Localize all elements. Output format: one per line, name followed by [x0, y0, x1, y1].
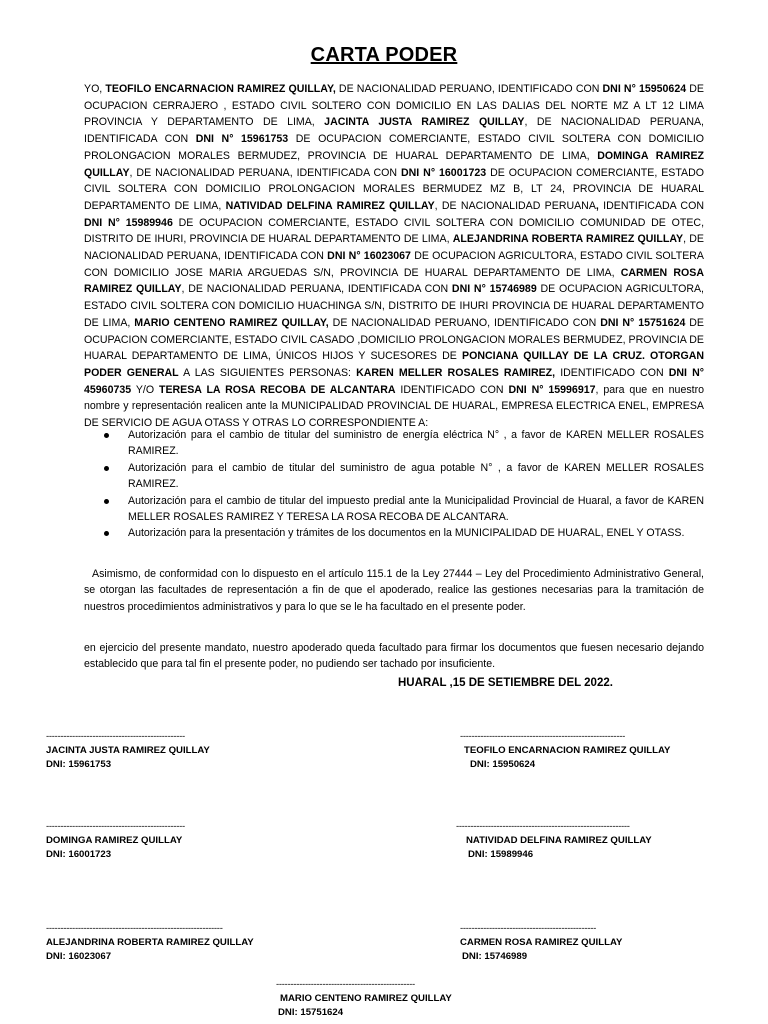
signer-name: JACINTA JUSTA RAMIREZ QUILLAY	[46, 745, 210, 756]
bold-text-segment: DNI N° 15746989	[451, 283, 537, 296]
signature-line: ---------------------------------------------------------	[460, 731, 626, 742]
bold-text-segment: DNI N° 15996917	[508, 383, 596, 396]
signer-name: DOMINGA RAMIREZ QUILLAY	[46, 835, 183, 846]
signer-dni: DNI: 15989946	[468, 849, 534, 860]
signature-block	[46, 820, 246, 862]
text-segment: , DE NACIONALIDAD PERUANA, IDENTIFICADA CON	[84, 116, 704, 146]
bullet-icon	[104, 466, 109, 471]
document-date: HUARAL ,15 DE SETIEMBRE DEL 2022.	[398, 677, 613, 689]
signature-block	[276, 978, 476, 1020]
text-segment: DE OCUPACION COMERCIANTE, ESTADO CIVIL SOLTERA CON DOMICILIO PROLONGACION MORALES BERMUDEZ, PROVINCIA DE HUARAL DEPARTAMENTO DE LIMA,	[84, 133, 705, 162]
grantors-paragraph	[84, 81, 704, 432]
mandate-paragraph: en ejercicio del presente mandato, nuestro apoderado queda facultado para firmar los documentos que fuesen necesario dejando establecido que para tal fin el presente poder, no pudiendo ser tachado por insuficiente.	[84, 642, 704, 671]
signer-name: TEOFILO ENCARNACION RAMIREZ QUILLAY	[464, 745, 671, 756]
bold-text-segment: KAREN MELLER ROSALES RAMIREZ,	[356, 366, 556, 379]
signer-dni: DNI: 15950624	[470, 759, 536, 770]
signer-dni: DNI: 15751624	[278, 1007, 344, 1018]
bold-text-segment: ALEJANDRINA ROBERTA RAMIREZ QUILLAY	[452, 233, 684, 246]
text-segment: DE NACIONALIDAD PERUANO, IDENTIFICADO CON	[328, 316, 601, 329]
main-paragraph	[84, 81, 704, 432]
text-segment: DE OCUPACION AGRICULTORA, ESTADO CIVIL SOLTERA CON DOMICILIO JOSE MARIA ARGUEDAS S/N, PROVINCIA DE HUARAL DEPARTAMENTO DE LIMA,	[84, 250, 704, 279]
authorization-item: Autorización para la presentación y trámites de los documentos en la MUNICIPALIDAD DE HUARAL, ENEL Y OTASS.	[100, 525, 704, 541]
signer-dni: DNI: 16023067	[46, 951, 112, 962]
bold-text-segment: CARMEN ROSA RAMIREZ QUILLAY	[84, 266, 704, 296]
signer-name: CARMEN ROSA RAMIREZ QUILLAY	[460, 937, 623, 948]
bullet-icon	[104, 433, 109, 438]
bold-text-segment: DNI N° 16001723	[401, 166, 487, 179]
text-segment: A LAS SIGUIENTES PERSONAS:	[178, 366, 357, 379]
text-segment: DE NACIONALIDAD PERUANO, IDENTIFICADO CON	[335, 83, 603, 95]
bold-text-segment: MARIO CENTENO RAMIREZ QUILLAY,	[134, 316, 329, 329]
authorization-item: Autorización para el cambio de titular del suministro de energía eléctrica N° , a favor de KAREN MELLER ROSALES RAMIREZ.	[100, 427, 704, 460]
text-segment: , DE NACIONALIDAD PERUANA	[434, 199, 596, 212]
text-segment: YO,	[84, 83, 106, 95]
bold-text-segment: ,	[595, 199, 599, 212]
text-segment: IDENTIFICADA CON	[598, 199, 704, 212]
bold-text-segment: NATIVIDAD DELFINA RAMIREZ QUILLAY	[225, 199, 435, 212]
bold-text-segment: DNI N° 15989946	[84, 216, 173, 229]
authorization-item: Autorización para el cambio de titular del impuesto predial ante la Municipalidad Provincial de Huaral, a favor de KAREN MELLER ROSALES RAMIREZ Y TERESA LA ROSA RECOBA DE ALCANTARA.	[100, 493, 704, 526]
signature-line: ------------------------------------------------------------	[456, 821, 630, 832]
text-segment: DE OCUPACION CERRAJERO , ESTADO CIVIL SOLTERO CON DOMICILIO EN LAS DALIAS DEL NORTE MZ A LT 12 LIMA PROVINCIA Y DEPARTAMENTO DE LIMA,	[84, 83, 704, 129]
signature-block	[460, 922, 660, 964]
text-segment: , para que en nuestro nombre y representación realicen ante la MUNICIPALIDAD PROVINCIAL DE HUARAL, EMPRESA ELECTRICA ENEL, EMPRESA DE SERVICIO DE AGUA OTASS Y OTRAS LO CORRESPONDIENTE A:	[84, 383, 704, 430]
signature-line: ------------------------------------------------	[276, 979, 415, 990]
bold-text-segment: DNI N° 45960735	[84, 366, 704, 396]
authorization-list	[100, 427, 704, 542]
legal-basis-paragraph: Asimismo, de conformidad con lo dispuesto en el artículo 115.1 de la Ley 27444 – Ley del Procedimiento Administrativo General, se otorgan las facultades de representación a fin de que el apoderado, realice las gestiones necesarias para la tramitación de nuestros procedimientos administrativos y para lo que se le ha facultado en el presente poder.	[84, 568, 704, 613]
text-segment: Y/O	[131, 383, 159, 396]
signer-name: NATIVIDAD DELFINA RAMIREZ QUILLAY	[466, 835, 652, 846]
signature-block	[46, 730, 246, 772]
text-segment: DE OCUPACION COMERCIANTE, ESTADO CIVIL SOLTERA CON DOMICILIO COMUNIDAD DE OTEC, DISTRITO DE IHURI, PROVINCIA DE HUARAL DEPARTAMENTO DE LIMA,	[84, 216, 705, 246]
bold-text-segment: DNI N° 16023067	[327, 250, 411, 263]
text-segment: DE OCUPACION COMERCIANTE, ESTADO CIVIL SOLTERA CON DOMICILIO PROLONGACION MORALES BERMUDEZ MZ B, LT 24, PROVINCIA DE HUARAL DEPARTAMENTO DE LIMA,	[84, 166, 705, 212]
signature-block	[460, 730, 690, 772]
bold-text-segment: DOMINGA RAMIREZ QUILLAY	[84, 149, 704, 179]
bullet-icon	[104, 531, 109, 536]
signature-line: ------------------------------------------------	[46, 731, 185, 742]
bold-text-segment: DNI N° 15751624	[600, 316, 686, 329]
signature-block	[456, 820, 696, 862]
text-segment: IDENTIFICADO CON	[395, 383, 509, 396]
authorization-item: Autorización para el cambio de titular del suministro de agua potable N° , a favor de KAREN MELLER ROSALES RAMIREZ.	[100, 460, 704, 493]
text-segment: DE OCUPACION COMERCIANTE, ESTADO CIVIL CASADO ,DOMICILIO PROLONGACION MORALES BERMUDEZ, PROVINCIA DE HUARAL DEPARTAMENTO DE LIMA, ÚNICOS HIJOS Y SUCESORES DE	[84, 316, 704, 363]
text-segment: , DE NACIONALIDAD PERUANA, IDENTIFICADA CON	[129, 166, 401, 179]
signature-line: -------------------------------------------------------------	[46, 923, 223, 934]
signer-dni: DNI: 16001723	[46, 849, 112, 860]
signature-block	[46, 922, 286, 964]
text-segment: , DE NACIONALIDAD PERUANA, IDENTIFICADA CON	[84, 233, 704, 263]
bold-text-segment: TEOFILO ENCARNACION RAMIREZ QUILLAY,	[105, 83, 336, 95]
bold-text-segment: DNI N° 15961753	[195, 133, 289, 146]
signer-name: ALEJANDRINA ROBERTA RAMIREZ QUILLAY	[46, 937, 254, 948]
bullet-icon	[104, 499, 109, 504]
bold-text-segment: DNI N° 15950624	[602, 83, 687, 95]
bold-text-segment: JACINTA JUSTA RAMIREZ QUILLAY	[324, 116, 525, 129]
document-title: CARTA PODER	[310, 44, 458, 66]
signer-dni: DNI: 15961753	[46, 759, 112, 770]
signer-dni: DNI: 15746989	[462, 951, 528, 962]
signature-line: ------------------------------------------------	[46, 821, 185, 832]
text-segment: IDENTIFICADO CON	[555, 366, 669, 379]
signature-line: -----------------------------------------------	[460, 923, 597, 934]
text-segment: , DE NACIONALIDAD PERUANA, IDENTIFICADA CON	[181, 283, 452, 296]
bold-text-segment: TERESA LA ROSA RECOBA DE ALCANTARA	[158, 383, 396, 396]
text-segment: DE OCUPACION AGRICULTORA, ESTADO CIVIL SOLTERA CON DOMICILIO HUACHINGA S/N, DISTRITO DE IHURI PROVINCIA DE HUARAL DEPARTAMENTO DE LIMA,	[84, 283, 704, 329]
bold-text-segment: PONCIANA QUILLAY DE LA CRUZ. OTORGAN PODER GENERAL	[84, 350, 704, 379]
signer-name: MARIO CENTENO RAMIREZ QUILLAY	[280, 993, 452, 1004]
